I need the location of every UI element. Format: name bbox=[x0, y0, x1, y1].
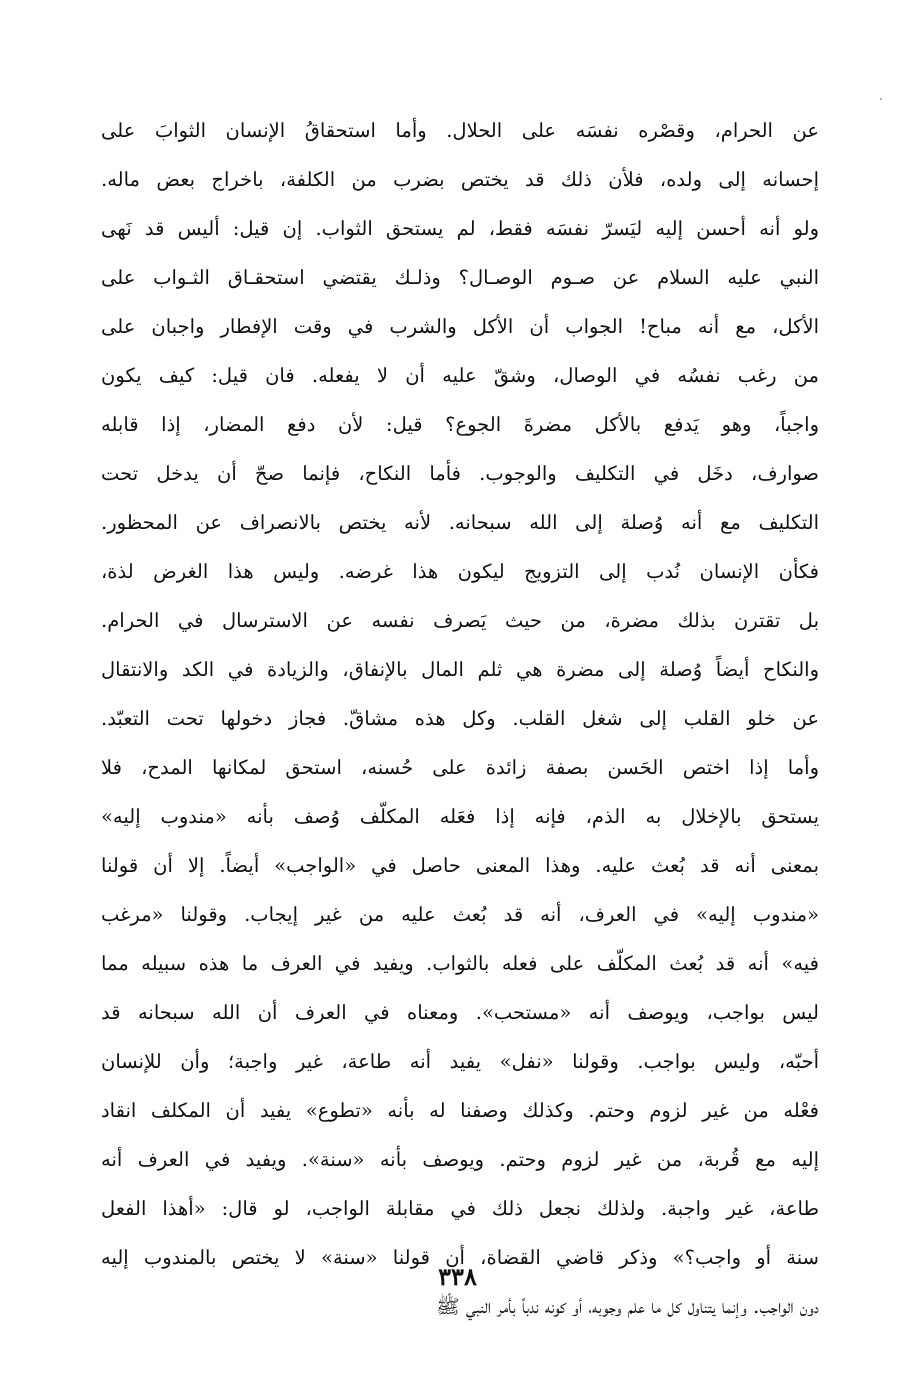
text-line-9: التكليف مع أنه وُصلة إلى الله سبحانه. لأنه يختص بالانصراف عن المحظور. bbox=[101, 511, 819, 534]
text-line-7: واجباً، وهو يَدفع بالأكل مضرةَ الجوع؟ قيل: لأن دفع المضار، إذا قابله bbox=[101, 413, 819, 436]
text-line-19: ليس بواجب، ويوصف أنه «مستحب». ومعناه في العرف أن الله سبحانه قد bbox=[101, 1001, 819, 1024]
text-line-17: «مندوب إليه» في العرف، أنه قد بُعث عليه من غير إيجاب. وقولنا «مرغب bbox=[101, 903, 819, 926]
text-line-22: إليه مع قُربة، من غير لزوم وحتم. ويوصف بأنه «سنة». ويفيد في العرف أنه bbox=[101, 1148, 819, 1171]
text-line-21: فعْله من غير لزوم وحتم. وكذلك وصفنا له بأنه «تطوع» يفيد أن المكلف انقاد bbox=[101, 1099, 819, 1122]
text-line-1: عن الحرام، وقصْره نفسَه على الحلال. وأما استحقاقُ الإنسان الثوابَ على bbox=[101, 119, 819, 142]
text-line-25: دون الواجب. وإنما يتناول كل ما علم وجوبه، أو كونه ندباً بأمر النبي ﷺ bbox=[436, 1295, 819, 1318]
text-line-4: النبي عليه السلام عن صـوم الوصـال؟ وذلـك يقتضي استحقـاق الثـواب على bbox=[101, 266, 819, 289]
text-line-10: فكأن الإنسان نُدب إلى التزويج ليكون هذا غرضه. وليس هذا الغرض لذة، bbox=[101, 560, 819, 583]
text-line-23: طاعة، غير واجبة. ولذلك نجعل ذلك في مقابلة الواجب، لو قال: «أهذا الفعل bbox=[101, 1197, 819, 1220]
text-line-15: يستحق بالإخلال به الذم، فإنه إذا فعَله المكلّف وُصف بأنه «مندوب إليه» bbox=[101, 805, 819, 828]
text-line-14: وأما إذا اختص الحَسن بصفة زائدة على حُسنه، استحق لمكانها المدح، فلا bbox=[101, 756, 819, 779]
scan-speck bbox=[880, 98, 882, 100]
text-line-5: الأكل، مع أنه مباح! الجواب أن الأكل والشرب في وقت الإفطار واجبان على bbox=[101, 315, 819, 338]
text-line-24: سنة أو واجب؟» وذكر قاضي القضاة، أن قولنا «سنة» لا يختص بالمندوب إليه bbox=[101, 1246, 819, 1269]
text-line-13: عن خلو القلب إلى شغل القلب. وكل هذه مشاقّ. فجاز دخولها تحت التعبّد. bbox=[101, 707, 819, 730]
text-line-3: ولو أنه أحسن إليه ليَسرّ نفسَه فقط، لم يستحق الثواب. إن قيل: أليس قد نَهى bbox=[101, 217, 819, 240]
text-line-18: فيه» أنه قد بُعث المكلّف على فعله بالثواب. ويفيد في العرف ما هذه سبيله مما bbox=[101, 952, 819, 975]
text-line-11: بل تقترن بذلك مضرة، من حيث يَصرف نفسه عن الاسترسال في الحرام. bbox=[101, 609, 819, 632]
text-line-12: والنكاح أيضاً وُصلة إلى مضرة هي ثلم المال بالإنفاق، والزيادة في الكد والانتقال bbox=[101, 658, 819, 681]
text-line-16: بمعنى أنه قد بُعث عليه. وهذا المعنى حاصل في «الواجب» أيضاً. إلا أن قولنا bbox=[101, 854, 819, 877]
page-number: ٣٣٨ bbox=[438, 1262, 477, 1291]
body-text bbox=[101, 106, 819, 1331]
text-line-6: من رغب نفسُه في الوصال، وشقّ عليه أن لا يفعله. فان قيل: كيف يكون bbox=[101, 364, 819, 387]
text-line-2: إحسانه إلى ولده، فلأن ذلك قد يختص بضرب من الكلفة، باخراج بعض ماله. bbox=[101, 168, 819, 191]
text-line-20: أحبّه، وليس بواجب. وقولنا «نفل» يفيد أنه طاعة، غير واجبة؛ وأن للإنسان bbox=[101, 1050, 819, 1073]
text-line-8: صوارف، دخَل في التكليف والوجوب. فأما النكاح، فإنما صحّ أن يدخل تحت bbox=[101, 462, 819, 485]
